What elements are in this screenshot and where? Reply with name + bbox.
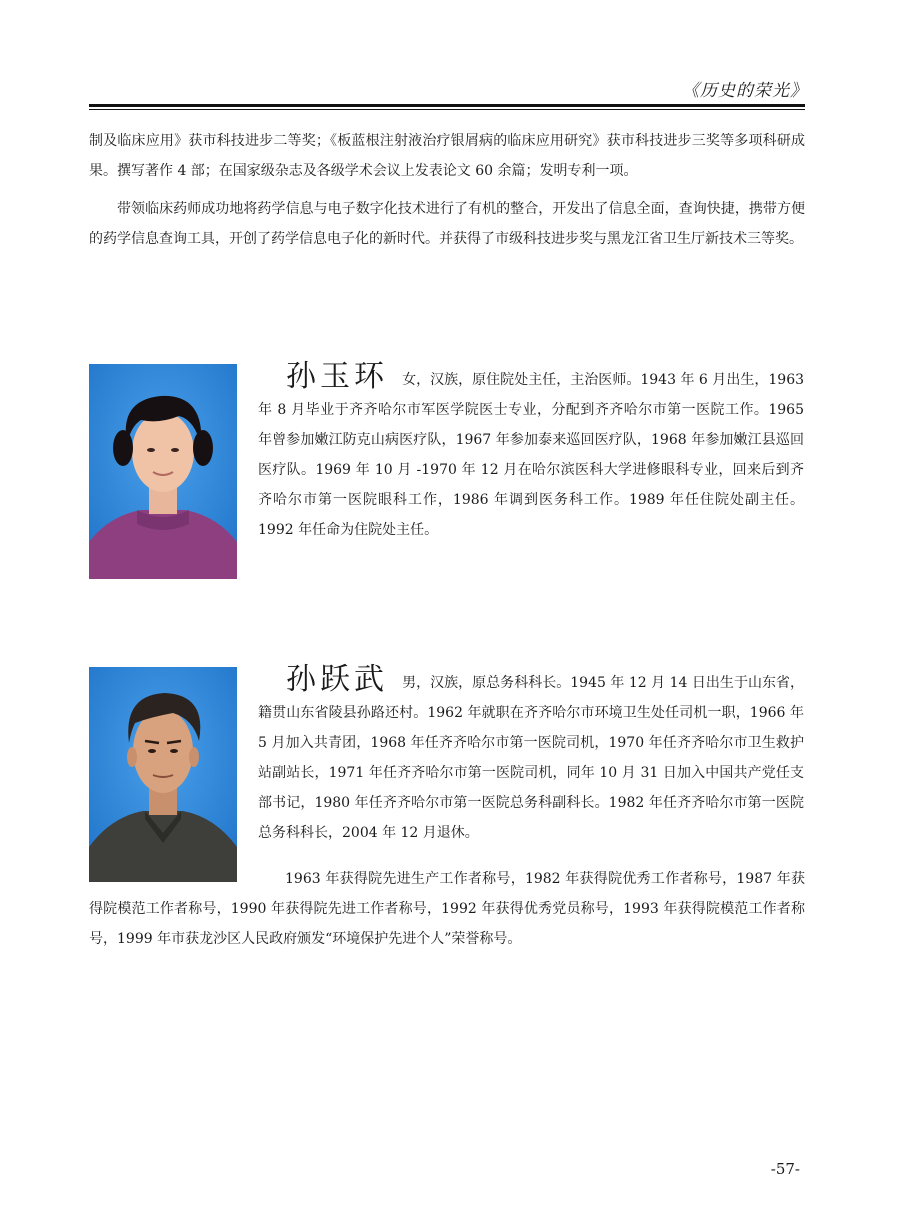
portrait-sun-yuhuan <box>89 364 237 579</box>
header-rule-thin <box>89 109 805 110</box>
intro-paragraph-1: 制及临床应用》获市科技进步二等奖；《板蓝根注射液治疗银屑病的临床应用研究》获市科技进步三奖等多项科研成果。撰写著作 4 部；在国家级杂志及各级学术会议上发表论文 60 余篇；发明专利一项。 <box>89 133 805 179</box>
honors-text-sun-yuewu: 1963 年获得院先进生产工作者称号，1982 年获得院优秀工作者称号，1987 年获得院模范工作者称号，1990 年获得院先进工作者称号，1992 年获得优秀党员称号，1993 年获得院模范工作者称号，1999 年市获龙沙区人民政府颁发“环境保护先进个人”荣誉称号。 <box>89 871 805 947</box>
bio-sun-yuhuan <box>258 359 805 545</box>
person-name-sun-yuewu: 孙跃武 <box>286 662 389 697</box>
header-rule-thick <box>89 104 805 107</box>
person-name-sun-yuhuan: 孙玉环 <box>286 359 389 394</box>
bio-sun-yuewu <box>258 662 805 848</box>
intro-paragraph-2: 带领临床药师成功地将药学信息与电子数字化技术进行了有机的整合，开发出了信息全面，查询快捷，携带方便的药学信息查询工具，开创了药学信息电子化的新时代。并获得了市级科技进步奖与黑龙江省卫生厅新技术三等奖。 <box>89 201 805 247</box>
page-number: -57- <box>770 1160 800 1178</box>
bio-text-sun-yuhuan: 女，汉族，原住院处主任，主治医师。1943 年 6 月出生，1963 年 8 月毕业于齐齐哈尔市军医学院医士专业，分配到齐齐哈尔市第一医院工作。1965 年曾参加嫩江防克山病医疗队，1967 年参加泰来巡回医疗队，1968 年参加嫩江县巡回医疗队。1969 年 10 月 -1970 年 12 月在哈尔滨医科大学进修眼科专业，回来后到齐齐哈尔市第一医院眼科工作，1986 年调到医务科工作。1989 年任住院处副主任。1992 年任命为住院处主任。 <box>258 372 805 538</box>
portrait-sun-yuewu <box>89 667 237 882</box>
book-title-header: 《历史的荣光》 <box>682 81 808 101</box>
bio-text-sun-yuewu: 男，汉族，原总务科科长。1945 年 12 月 14 日出生于山东省，籍贯山东省陵县孙路还村。1962 年就职在齐齐哈尔市环境卫生处任司机一职，1966 年 5 月加入共青团，1968 年任齐齐哈尔市第一医院司机，1970 年任齐齐哈尔市卫生救护站副站长，1971 年任齐齐哈尔市第一医院司机，同年 10 月 31 日加入中国共产党任支部书记，1980 年任齐齐哈尔市第一医院总务科副科长。1982 年任齐齐哈尔市第一医院总务科科长，2004 年 12 月退休。 <box>258 675 805 841</box>
honors-sun-yuewu <box>89 864 805 954</box>
